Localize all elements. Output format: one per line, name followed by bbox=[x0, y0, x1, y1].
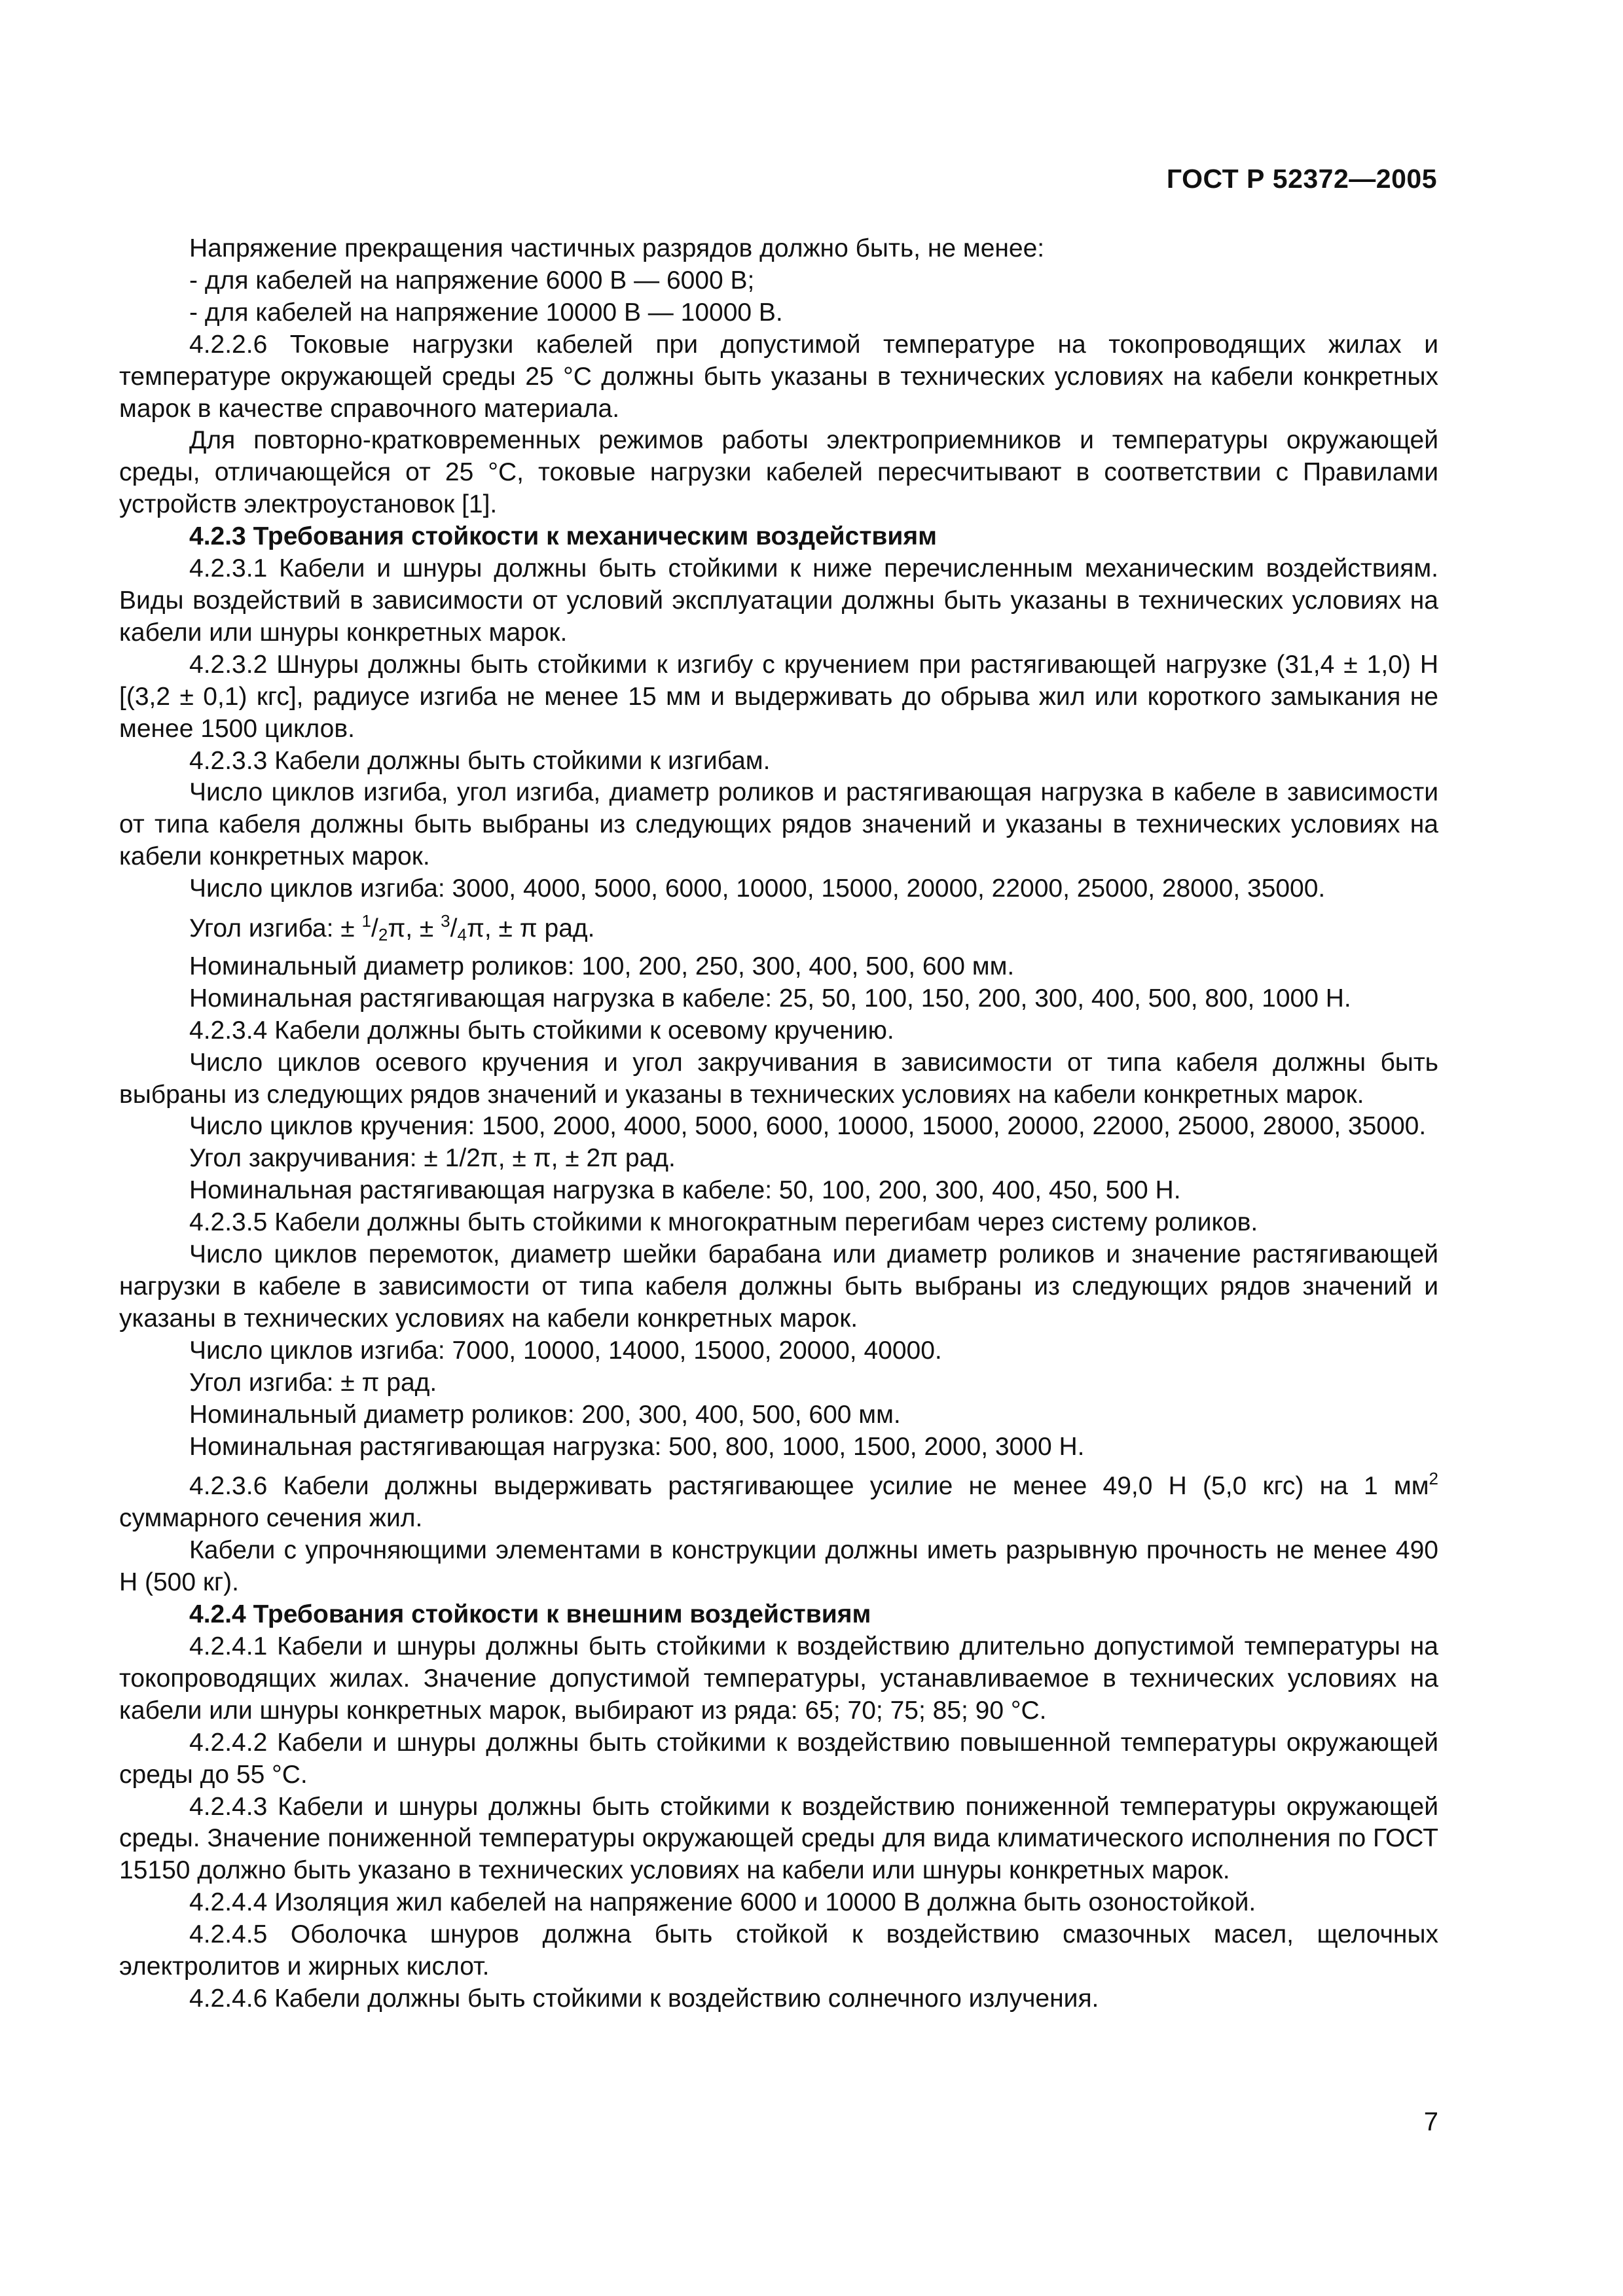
paragraph: 4.2.3.4 Кабели должны быть стойкими к осевому кручению. bbox=[189, 1016, 894, 1045]
paragraph: Номинальный диаметр роликов: 100, 200, 250, 300, 400, 500, 600 мм. bbox=[189, 952, 1015, 980]
page-number: 7 bbox=[1423, 2108, 1438, 2136]
section-heading: 4.2.3 Требования стойкости к механическим воздействиям bbox=[189, 522, 937, 551]
paragraph-tail: суммарного сечения жил. bbox=[119, 1504, 423, 1533]
paragraph: Напряжение прекращения частичных разрядов должно быть, не менее: bbox=[189, 234, 1045, 262]
paragraph: Угол закручивания: ± 1/2π, ± π, ± 2π рад. bbox=[189, 1144, 676, 1173]
paragraph: Число циклов осевого кручения и угол закручивания в зависимости от типа кабеля должны быть выбраны из следующих рядов значений и указаны в технических условиях на кабели конкретных марок. bbox=[119, 1048, 1438, 1109]
paragraph: - для кабелей на напряжение 10000 В — 10000 В. bbox=[189, 298, 783, 327]
paragraph: 4.2.2.6 Токовые нагрузки кабелей при допустимой температуре на токопроводящих жилах и температуре окружающей среды 25 °С должны быть указаны в технических условиях на кабели конкретных марок в качестве справочного материала. bbox=[119, 330, 1438, 423]
paragraph-text: 4.2.3.6 Кабели должны выдерживать растягивающее усилие не менее 49,0 Н (5,0 кгс) на 1 мм bbox=[189, 1472, 1429, 1501]
paragraph: Число циклов изгиба, угол изгиба, диаметр роликов и растягивающая нагрузка в кабеле в зависимости от типа кабеля должны быть выбраны из следующих рядов значений и указаны в технических условиях на кабели конкретных марок. bbox=[119, 778, 1438, 871]
paragraph: Число циклов перемоток, диаметр шейки барабана или диаметр роликов и значение растягивающей нагрузки в кабеле в зависимости от типа кабеля должны быть выбраны из следующих рядов значений и указаны в технических условиях на кабели конкретных марок. bbox=[119, 1240, 1438, 1333]
paragraph: Для повторно-кратковременных режимов работы электроприемников и температуры окружающей среды, отличающейся от 25 °С, токовые нагрузки кабелей пересчитывают в соответствии с Правилами устройств электроустановок [1]. bbox=[119, 426, 1438, 519]
document-header: ГОСТ Р 52372—2005 bbox=[1166, 164, 1437, 194]
paragraph: 4.2.4.6 Кабели должны быть стойкими к воздействию солнечного излучения. bbox=[189, 1984, 1099, 2013]
paragraph: Номинальная растягивающая нагрузка: 500, 800, 1000, 1500, 2000, 3000 Н. bbox=[189, 1432, 1085, 1461]
paragraph: 4.2.3.2 Шнуры должны быть стойкими к изгибу с кручением при растягивающей нагрузке (31,4 ± 1,0) Н [(3,2 ± 0,1) кгс], радиусе изгиба не менее 15 мм и выдерживать до обрыва жил или короткого замыкания не менее 1500 циклов. bbox=[119, 650, 1438, 743]
document-body bbox=[119, 233, 1438, 2015]
fraction-denominator: 4 bbox=[457, 925, 467, 945]
paragraph: 4.2.4.3 Кабели и шнуры должны быть стойкими к воздействию пониженной температуры окружающей среды. Значение пониженной температуры окружающей среды для вида климатического исполнения по ГОСТ 15150 должно быть указано в технических условиях на кабели или шнуры конкретных марок. bbox=[119, 1792, 1438, 1885]
paragraph: Номинальная растягивающая нагрузка в кабеле: 50, 100, 200, 300, 400, 450, 500 Н. bbox=[189, 1176, 1181, 1205]
paragraph: Число циклов изгиба: 7000, 10000, 14000, 15000, 20000, 40000. bbox=[189, 1336, 942, 1365]
paragraph: Номинальная растягивающая нагрузка в кабеле: 25, 50, 100, 150, 200, 300, 400, 500, 800, 1000 Н. bbox=[189, 984, 1351, 1013]
angle-tail: π, ± π рад. bbox=[466, 914, 595, 943]
angle-mid: π, ± bbox=[388, 914, 441, 943]
angle-line: Угол изгиба: ± $^1/_2\pi$, ± $^3/_4\pi$, ± π рад. bbox=[189, 911, 595, 945]
paragraph: 4.2.3.5 Кабели должны быть стойкими к многократным перегибам через систему роликов. bbox=[189, 1208, 1258, 1237]
paragraph: 4.2.3.3 Кабели должны быть стойкими к изгибам. bbox=[189, 746, 771, 775]
superscript: 2 bbox=[1429, 1469, 1438, 1489]
fraction-numerator: 1 bbox=[361, 911, 372, 931]
angle-prefix: Угол изгиба: ± bbox=[189, 914, 362, 943]
paragraph: 4.2.3.1 Кабели и шнуры должны быть стойкими к ниже перечисленным механическим воздействиям. Виды воздействий в зависимости от условий эксплуатации должны быть указаны в технических условиях на кабели или шнуры конкретных марок. bbox=[119, 554, 1438, 647]
paragraph: 4.2.4.5 Оболочка шнуров должна быть стойкой к воздействию смазочных масел, щелочных электролитов и жирных кислот. bbox=[119, 1920, 1438, 1981]
paragraph: Число циклов изгиба: 3000, 4000, 5000, 6000, 10000, 15000, 20000, 22000, 25000, 28000, 35000. bbox=[189, 874, 1326, 903]
section-heading: 4.2.4 Требования стойкости к внешним воздействиям bbox=[189, 1600, 871, 1629]
paragraph: 4.2.4.1 Кабели и шнуры должны быть стойкими к воздействию длительно допустимой температуры на токопроводящих жилах. Значение допустимой температуры, устанавливаемое в технических условиях на кабели или шнуры конкретных марок, выбирают из ряда: 65; 70; 75; 85; 90 °С. bbox=[119, 1632, 1438, 1725]
paragraph: Номинальный диаметр роликов: 200, 300, 400, 500, 600 мм. bbox=[189, 1400, 901, 1429]
paragraph: Число циклов кручения: 1500, 2000, 4000, 5000, 6000, 10000, 15000, 20000, 22000, 25000, 28000, 35000. bbox=[189, 1112, 1427, 1141]
paragraph: Кабели с упрочняющими элементами в конструкции должны иметь разрывную прочность не менее 490 Н (500 кг). bbox=[119, 1536, 1438, 1597]
paragraph: Угол изгиба: ± π рад. bbox=[189, 1368, 437, 1397]
fraction-numerator: 3 bbox=[441, 911, 450, 931]
paragraph: - для кабелей на напряжение 6000 В — 6000 В; bbox=[189, 266, 755, 295]
paragraph: 4.2.4.4 Изоляция жил кабелей на напряжение 6000 и 10000 В должна быть озоностойкой. bbox=[189, 1888, 1256, 1917]
paragraph-4-2-3-6 bbox=[119, 1463, 1438, 1535]
fraction-denominator: 2 bbox=[378, 925, 388, 945]
paragraph: 4.2.4.2 Кабели и шнуры должны быть стойкими к воздействию повышенной температуры окружающей среды до 55 °С. bbox=[119, 1728, 1438, 1789]
